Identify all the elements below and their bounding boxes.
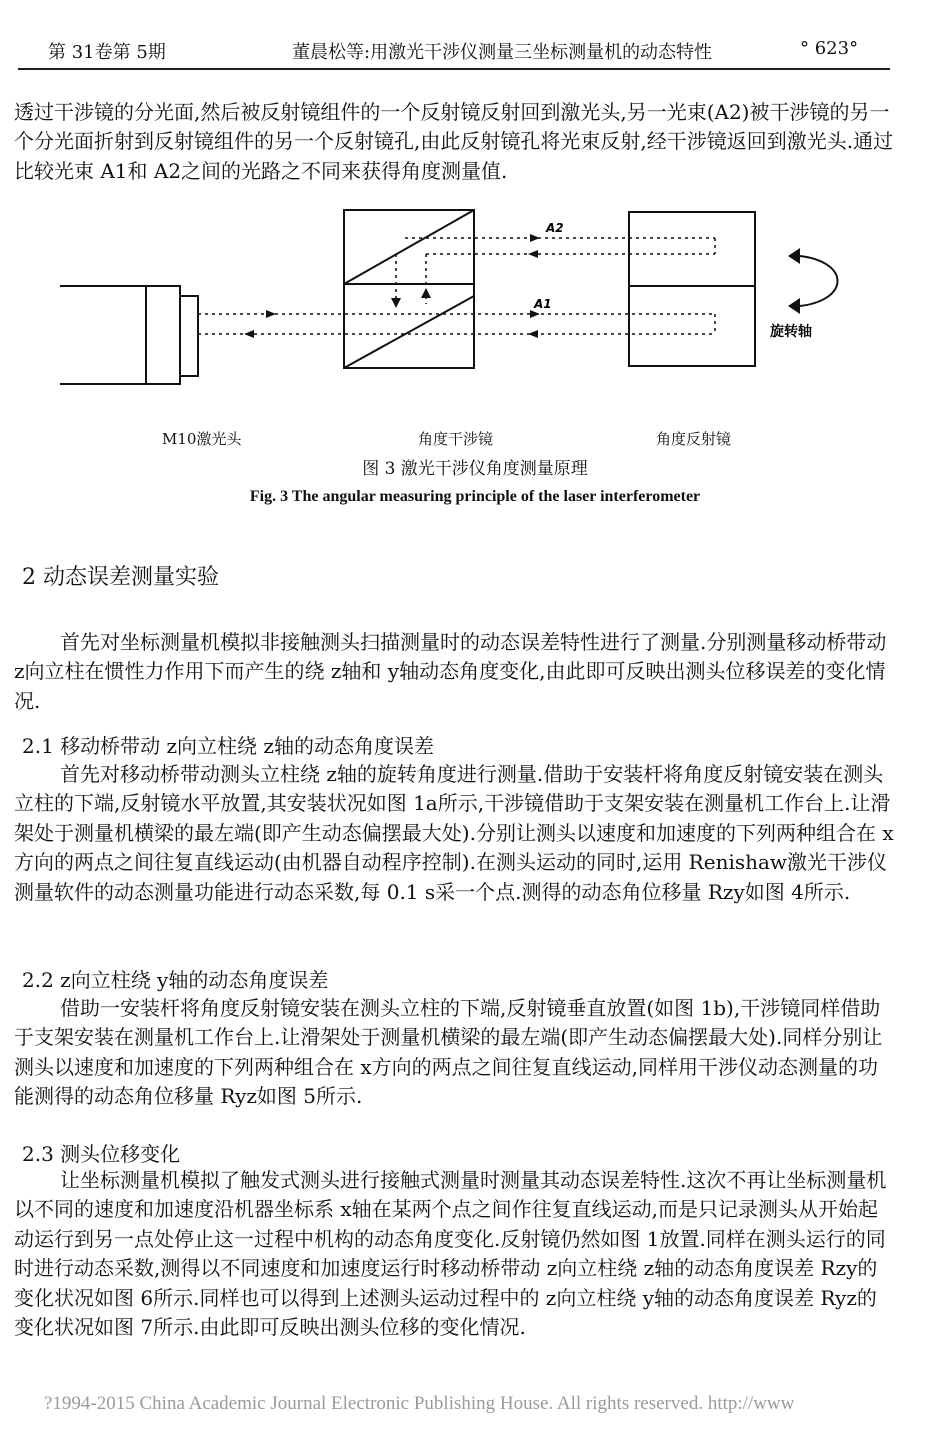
section-2-1-heading: 2.1 移动桥带动 z向立柱绕 z轴的动态角度误差 xyxy=(22,734,434,758)
section-2-2-paragraph: 借助一安装杆将角度反射镜安装在测头立柱的下端,反射镜垂直放置(如图 1b),干涉镜同样借助于支架安装在测量机工作台上.让滑架处于测量机横梁的最左端(即产生动态偏摆最大处).同样分别让测头以速度和加速度的下列两种组合在 x方向的两点之间往复直线运动,同样用干涉仪动态测量的功能测得的动态角位移量 Ryz如图 5所示. xyxy=(14,996,883,1109)
figure-caption-en: Fig. 3 The angular measuring principle of the laser interferometer xyxy=(249,488,701,505)
running-header xyxy=(0,0,950,70)
label-reflector: 角度反射镜 xyxy=(656,430,732,448)
section-2-paragraph: 首先对坐标测量机模拟非接触测头扫描测量时的动态误差特性进行了测量.分别测量移动桥带动 z向立柱在惯性力作用下而产生的绕 z轴和 y轴动态角度变化,由此即可反映出测头位移误差的变化情况. xyxy=(14,630,887,713)
rotation-arrow-icon xyxy=(800,256,838,306)
section-2-heading: 2 动态误差测量实验 xyxy=(22,565,219,590)
volume-issue: 第 31卷第 5期 xyxy=(48,42,166,63)
copyright-footer: ?1994-2015 China Academic Journal Electronic Publishing House. All rights reserved. http://www xyxy=(44,1393,795,1414)
rotation-axis-label: 旋转轴 xyxy=(770,324,812,340)
reflector-box xyxy=(629,212,755,366)
section-2-1-paragraph: 首先对移动桥带动测头立柱绕 z轴的旋转角度进行测量.借助于安装杆将角度反射镜安装在测头立柱的下端,反射镜水平放置,其安装状况如图 1a所示,干涉镜借助于支架安装在测量机工作台上.让滑架处于测量机横梁的最左端(即产生动态偏摆最大处).分别让测头以速度和加速度的下列两种组合在 x方向的两点之间往复直线运动(由机器自动程序控制).在测头运动的同时,运用 Renishaw激光干涉仪测量软件的动态测量功能进行动态采数,每 0.1 s采一个点.测得的动态角位移量 Rzy如图 4所示. xyxy=(14,762,894,904)
arrow-left-a1 xyxy=(528,330,538,338)
section-2-3-paragraph: 让坐标测量机模拟了触发式测头进行接触式测量时测量其动态误差特性.这次不再让坐标测量机以不同的速度和加速度沿机器坐标系 x轴在某两个点之间作往复直线运动,而是只记录测头从开始起动运行到另一点处停止这一过程中机构的动态角度变化.反射镜仍然如图 1放置.同样在测头运行的同时进行动态采数,测得以不同速度和加速度运行时移动桥带动 z向立柱绕 z轴的动态角度误差 Rzy的变化状况如图 6所示.同样也可以得到上述测头运动过程中的 z向立柱绕 y轴的动态角度误差 Ryz的变化状况如图 7所示.由此即可反映出测头位移的变化情况. xyxy=(14,1168,887,1340)
header-rule xyxy=(18,68,890,70)
label-laser-head: M10激光头 xyxy=(162,430,242,448)
section-2-2-heading: 2.2 z向立柱绕 y轴的动态角度误差 xyxy=(22,968,329,992)
page-number: ° 623° xyxy=(800,38,859,59)
arrow-right-a2 xyxy=(530,234,540,242)
section-2-3-heading: 2.3 测头位移变化 xyxy=(22,1142,181,1166)
laser-head-front xyxy=(180,296,198,376)
laser-head-body xyxy=(146,286,180,384)
running-title: 董晨松等:用激光干涉仪测量三坐标测量机的动态特性 xyxy=(292,42,713,63)
beam-a2-label: A2 xyxy=(546,221,564,235)
arrow-up xyxy=(421,288,431,298)
figure-caption-cn: 图 3 激光干涉仪角度测量原理 xyxy=(362,459,588,479)
arrow-down xyxy=(391,298,401,308)
arrow-left-a2 xyxy=(528,250,538,258)
interferometer-box xyxy=(344,210,474,368)
figure-3-diagram xyxy=(0,200,950,440)
arrow-right-a1 xyxy=(530,310,540,318)
beam-a1-label: A1 xyxy=(534,297,552,311)
label-interferometer: 角度干涉镜 xyxy=(418,430,494,448)
intro-paragraph: 透过干涉镜的分光面,然后被反射镜组件的一个反射镜反射回到激光头,另一光束(A2)被干涉镜的另一个分光面折射到反射镜组件的另一个反射镜孔,由此反射镜孔将光束反射,经干涉镜返回到激光头.通过比较光束 A1和 A2之间的光路之不同来获得角度测量值. xyxy=(14,100,894,183)
